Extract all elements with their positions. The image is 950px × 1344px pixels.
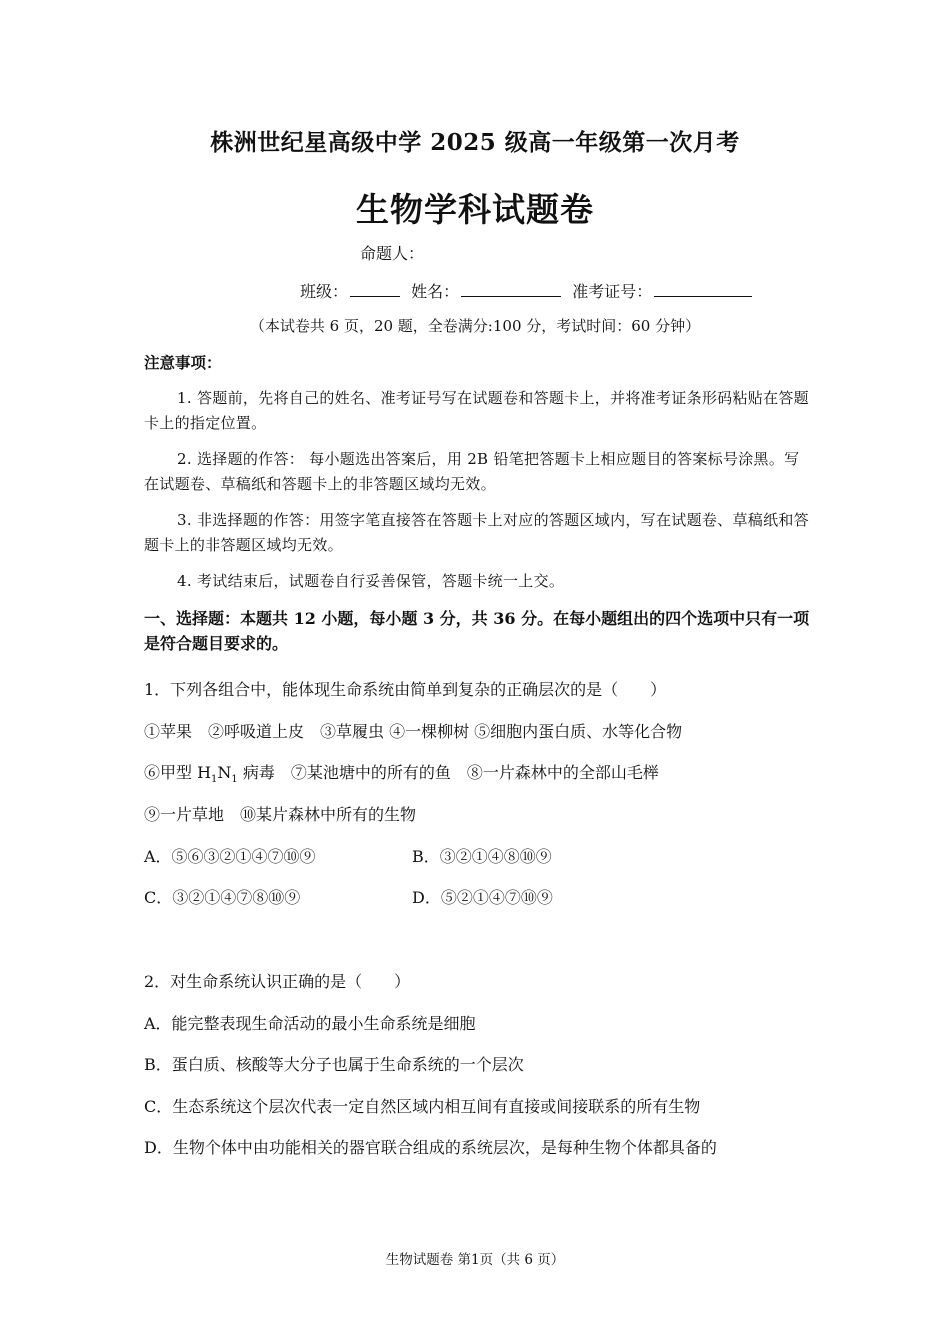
- notice-heading: 注意事项：: [144, 353, 222, 372]
- exam-id-label: 准考证号：: [572, 282, 653, 301]
- exam-title: 株洲世纪星高级中学 2025 级高一年级第一次月考: [210, 129, 740, 156]
- question-2-option-a: A．能完整表现生命活动的最小生命系统是细胞: [144, 1014, 476, 1033]
- question-2-option-b: B．蛋白质、核酸等大分子也属于生命系统的一个层次: [144, 1055, 524, 1074]
- page-footer: 生物试题卷 第1页（共 6 页）: [385, 1252, 565, 1268]
- question-2-option-d: D．生物个体中由功能相关的器官联合组成的系统层次，是每种生物个体都具备的: [144, 1138, 717, 1157]
- section-heading: 一、选择题：本题共 12 小题，每小题 3 分，共 36 分。在每小题组出的四个选项中只有一项是符合题目要求的。: [144, 609, 810, 653]
- question-1-option-c: C．③②①④⑦⑧⑩⑨: [144, 888, 301, 907]
- question-1-option-d: D．⑤②①④⑦⑩⑨: [412, 888, 553, 907]
- student-fields: [300, 279, 758, 302]
- notice-item: 2. 选择题的作答： 每小题选出答案后，用 2B 铅笔把答题卡上相应题目的答案标号涂黑。写在试题卷、草稿纸和答题卡上的非答题区域均无效。: [144, 450, 800, 493]
- subject-title: 生物学科试题卷: [356, 190, 594, 229]
- exam-info: （本试卷共 6 页，20 题，全卷满分:100 分，考试时间：60 分钟）: [249, 317, 701, 335]
- question-1-items-line: ①苹果 ②呼吸道上皮 ③草履虫 ④一棵柳树 ⑤细胞内蛋白质、水等化合物: [144, 722, 683, 741]
- question-1-items-line: ⑥甲型 $H_1N_1$ 病毒 ⑦某池塘中的所有的鱼 ⑧一片森林中的全部山毛榉: [144, 763, 659, 786]
- notice-item: 4. 考试结束后，试题卷自行妥善保管，答题卡统一上交。: [177, 572, 565, 590]
- question-1-option-a: A．⑤⑥③②①④⑦⑩⑨: [144, 847, 316, 866]
- question-1-stem: 1．下列各组合中，能体现生命系统由简单到复杂的正确层次的是（ ）: [144, 680, 667, 699]
- name-blank: [461, 280, 561, 297]
- notice-item: 1. 答题前，先将自己的姓名、准考证号写在试题卷和答题卡上，并将准考证条形码粘贴在答题卡上的指定位置。: [144, 389, 809, 432]
- class-blank: [350, 280, 400, 297]
- question-2-option-c: C．生态系统这个层次代表一定自然区域内相互间有直接或间接联系的所有生物: [144, 1097, 701, 1116]
- notice-item: 3. 非选择题的作答：用签字笔直接答在答题卡上对应的答题区域内，写在试题卷、草稿纸和答题卡上的非答题区域均无效。: [144, 511, 809, 554]
- setter-label: 命题人：: [360, 244, 425, 263]
- name-label: 姓名：: [411, 282, 460, 301]
- question-2-stem: 2．对生命系统认识正确的是（ ）: [144, 972, 411, 991]
- question-1-option-b: B．③②①④⑧⑩⑨: [412, 847, 552, 866]
- exam-id-blank: [654, 280, 752, 297]
- class-label: 班级：: [300, 282, 349, 301]
- question-1-items-line: ⑨一片草地 ⑩某片森林中所有的生物: [144, 805, 417, 824]
